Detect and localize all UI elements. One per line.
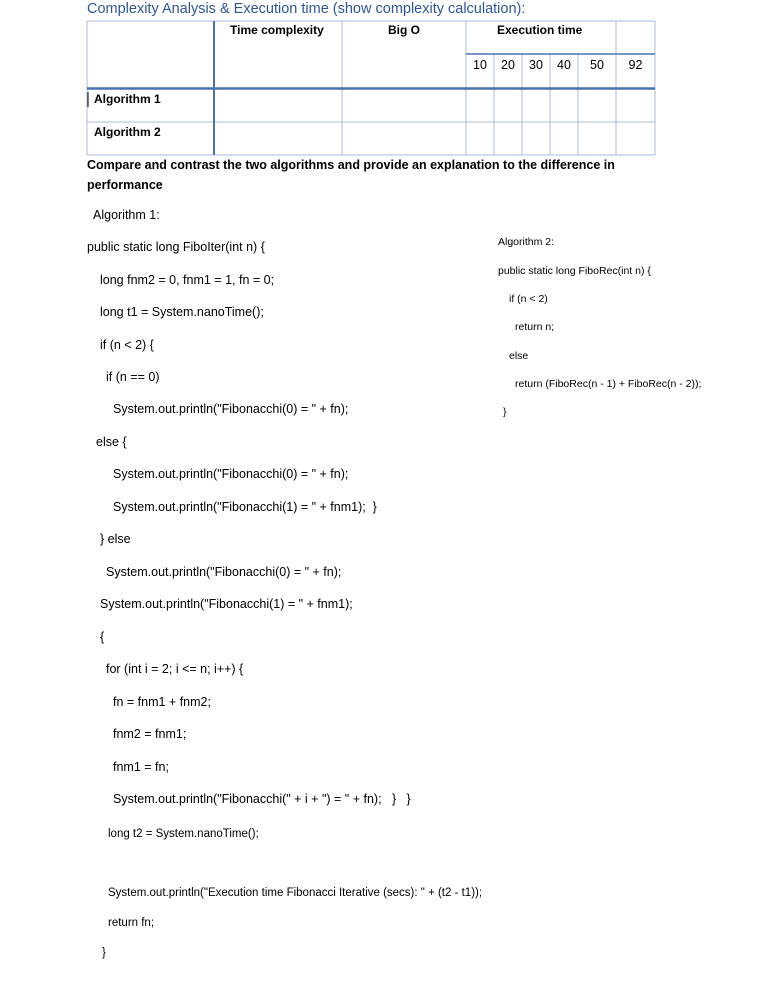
n-value-10: 10 [473,58,487,72]
n-value-50: 50 [590,58,604,72]
algorithm-1-line: fnm2 = fnm1; [113,727,187,741]
algorithm-1-line: long t1 = System.nanoTime(); [100,305,264,319]
algorithm-1-line: long t2 = System.nanoTime(); [108,828,259,840]
algorithm-1-line: if (n < 2) { [100,338,154,352]
algorithm-1-line: System.out.println("Fibonacchi(0) = " + fn); [106,565,342,579]
n-value-92: 92 [628,58,643,72]
header-execution-time: Execution time [497,23,583,37]
algorithm-1-line: fn = fnm1 + fnm2; [113,695,211,709]
algorithm-1-line: } [102,947,106,959]
algorithm-1-line: else { [96,435,127,449]
algorithm-2-line: if (n < 2) [509,293,548,305]
algorithm-1-line: System.out.println("Execution time Fibonacci Iterative (secs): " + (t2 - t1)); [108,887,483,899]
header-big-o: Big O [388,23,420,37]
algorithm-2-line: return (FiboRec(n - 1) + FiboRec(n - 2)); [515,378,702,390]
row-label-algorithm-2: Algorithm 2 [94,125,161,139]
algorithm-1-line: fnm1 = fn; [113,760,169,774]
algorithm-1-line: return fn; [108,917,155,929]
row-label-algorithm-1: Algorithm 1 [94,92,161,106]
algorithm-2-title: Algorithm 2: [498,236,555,248]
algorithm-1-line: for (int i = 2; i <= n; i++) { [106,662,244,676]
algorithm-1-line: System.out.println("Fibonacchi(0) = " + fn); [113,402,349,416]
algorithm-1-line: System.out.println("Fibonacchi(1) = " + fnm1); [100,597,353,611]
n-value-40: 40 [557,58,571,72]
page-heading: Complexity Analysis & Execution time (show complexity calculation): [87,1,526,17]
algorithm-1-line: } else [100,532,131,546]
algorithm-1-line: System.out.println("Fibonacchi(" + i + ") = " + fn); } } [113,792,411,806]
algorithm-1-line: System.out.println("Fibonacchi(0) = " + fn); [113,467,349,481]
algorithm-1-line: public static long FiboIter(int n) { [87,240,265,254]
algorithm-1-line: long fnm2 = 0, fnm1 = 1, fn = 0; [100,273,275,287]
algorithm-1-line: System.out.println("Fibonacchi(1) = " + fnm1); } [113,500,377,514]
comparison-question: Compare and contrast the two algorithms and provide an explanation to the difference in performance [87,158,615,192]
algorithm-1-title: Algorithm 1: [93,208,160,222]
header-time-complexity: Time complexity [230,23,324,37]
algorithm-2-line: else [509,350,529,362]
algorithm-2-line: } [503,406,507,418]
n-value-20: 20 [501,58,515,72]
algorithm-2-line: public static long FiboRec(int n) { [498,265,651,277]
algorithm-2-line: return n; [515,321,555,333]
algorithm-1-line: if (n == 0) [106,370,160,384]
algorithm-1-line: { [100,630,105,644]
n-value-30: 30 [529,58,543,72]
